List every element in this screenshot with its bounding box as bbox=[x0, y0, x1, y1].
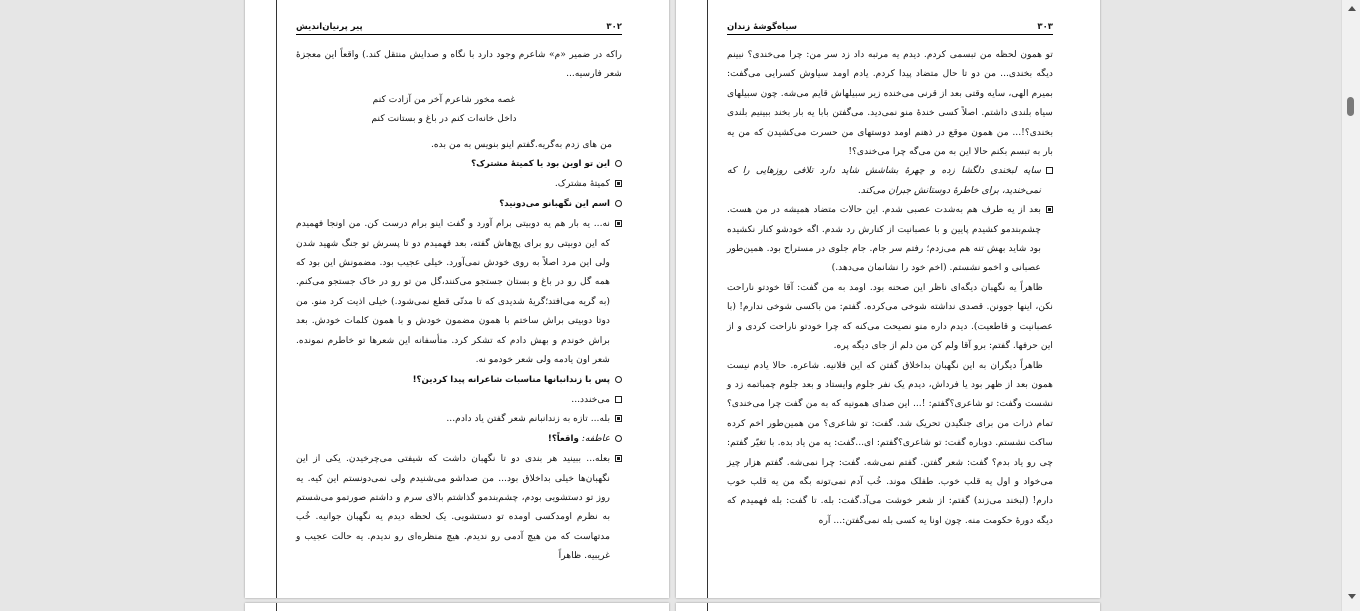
paragraph: تو همون لحظه من تبسمی کردم. دیدم یه مرتبه داد زد سر من: چرا می‌خندی؟ نبینم دیگه بخندی... من دو تا حال متضاد پیدا کردم. یادم اومد سیاوش کسرایی می‌گفت: بمیرم الهی، سایه وقتی بعد از قرنی می‌خنده زیر سبیلهاش قایم می‌شه. چون سبیلهای سیاه بلندی داشتم. اصلاً کسی خندهٔ منو نمی‌دید. می‌گفتن بابا یه بار بخند ببینیم بلندی بخندی؟!... من همون موقع در ذهنم اومد دوستهای من حسرت می‌کشیدن که من یه بار به تبسم بکنم حالا این به من می‌گه چرا می‌خندی؟! bbox=[727, 49, 1053, 158]
square-bullet-icon bbox=[615, 220, 622, 227]
scrollbar-thumb[interactable] bbox=[1347, 97, 1354, 116]
speaker-label: عاطفه: bbox=[581, 432, 610, 444]
poem-line: داخل خانه‌ات کنم در باغ و بستانت کنم bbox=[371, 113, 517, 125]
page-fold-line bbox=[707, 0, 708, 598]
circle-bullet-icon bbox=[615, 376, 622, 383]
poem-line: غصه مخور شاعرم آخر من آزادت کنم bbox=[372, 93, 516, 105]
square-bullet-icon bbox=[615, 455, 622, 462]
running-title: پیر پرنیان‌اندیش bbox=[296, 22, 363, 32]
question-text: واقعاً؟! bbox=[547, 433, 579, 444]
answer-item bbox=[296, 409, 622, 428]
paragraph: ظاهراً دیگران به این نگهبان بداخلاق گفتن که این فلانیه. شاعره. حالا یادم نیست همون بعد از ظهر بود یا فرداش، دیدم یک نفر جلوم وایستاد و بعد جلوم چمباتمه زد و نشست وگفت: تو شاعری؟گفتم: !... این صدای همونیه که به من گفت چرا می‌خندی؟ تمام ذرات من برای جنگیدن تحریک شد. گفت: تو شاعری؟ من همین‌طور اخم کرده ساکت نشستم. دوباره گفت: تو شاعری؟گفتم: ای...گفت: یه من یاد بده. با تغیّر گفتم: چی رو یاد بدم؟ گفت: شعر گفتن. گفتم نمی‌شه. گفت: چرا نمی‌شه. گفتم هزار چیز می‌خواد و اول یه قلب خوب. طفلک موند. خُب آدم نمی‌تونه بگه من یه قلب خوب دارم! (لبخند می‌زند) گفتم: از شعر خوشت می‌آد.گفت: بله. تا گفت: بله فهمیدم که دیگه دورهٔ حکومت منه. چون اونا یه کسی بله نمی‌گفتن:... آره bbox=[727, 359, 1053, 526]
vertical-scrollbar[interactable] bbox=[1341, 0, 1360, 611]
answer-item bbox=[296, 449, 622, 565]
empty-square-bullet-icon bbox=[1046, 167, 1053, 174]
circle-bullet-icon bbox=[615, 200, 622, 207]
poem bbox=[296, 90, 622, 129]
answer-item bbox=[727, 200, 1053, 278]
answer-item bbox=[296, 174, 622, 193]
question-item bbox=[296, 154, 622, 174]
page-header bbox=[296, 22, 622, 35]
empty-square-bullet-icon bbox=[615, 396, 622, 403]
answer-item bbox=[296, 390, 622, 409]
square-bullet-icon bbox=[615, 415, 622, 422]
square-bullet-icon bbox=[1046, 206, 1053, 213]
paragraph: من های زدم به‌گریه.گفتم اینو بنویس به من بده. bbox=[430, 138, 612, 150]
page-number: ۳۰۳ bbox=[1037, 22, 1053, 32]
answer-text: بله... تازه به زندانبانم شعر گفتن یاد دادم... bbox=[446, 413, 610, 425]
scroll-down-arrow-icon[interactable] bbox=[1348, 594, 1356, 599]
note-text: سایه لبخندی دلگشا زده و چهرهٔ بشاشش شاید دارد تلافی روزهایی را که نمی‌خندید، برای خاطرهٔ دوستانش جبران می‌کند. bbox=[727, 165, 1041, 196]
note-item bbox=[727, 161, 1053, 200]
page-303 bbox=[676, 0, 1100, 598]
page-fold-line bbox=[276, 0, 277, 598]
question-text: این تو اوین بود یا کمیتهٔ مشترک؟ bbox=[471, 159, 610, 170]
page-fold-line bbox=[276, 603, 277, 611]
square-bullet-icon bbox=[615, 180, 622, 187]
next-page-right bbox=[676, 603, 1100, 611]
running-title: سیاه‌گوشهٔ زندان bbox=[727, 22, 797, 32]
page-content bbox=[727, 22, 1053, 530]
paragraph: راکه در ضمیر «م» شاعرم وجود دارد با نگاه و صدایش منتقل کند.) واقعاً این معجزهٔ شعر فارسیه... bbox=[296, 49, 622, 80]
page-number: ۳۰۲ bbox=[606, 22, 622, 32]
answer-text: نه... یه بار هم یه دوبیتی برام آورد و گفت اینو برام درست کن. من اونجا فهمیدم که این دوبیتی رو برای پچ‌هاش گفته، بعد فهمیدم دو تا پسرش تو جنگ شهید شدن ولی این مرد اصلاً به روی خودش نمی‌آورد. خیلی عجیب بود. مضمونش این بود که همه گل رو در باغ و بستان جستجو می‌کنند،گل من تو رو در خاک جستجو می‌کنم. (به گریه می‌افتد؛گریهٔ شدیدی که تا مدتّی قطع نمی‌شود.) خیلی اذیت کرد منو. من دوتا دوبیتی براش ساختم با همون مضمون خودش و با همون کلمات خودش. بعد براش خوندم و بهش دادم که تشکر کرد. متأسفانه این شعرها تو خاطرم نمونده. شعر اون یادمه ولی شعر خودمو نه. bbox=[296, 218, 610, 366]
scroll-up-arrow-icon[interactable] bbox=[1348, 6, 1356, 11]
question-text: پس با زندانبانها مناسبات شاعرانه پیدا کردین؟! bbox=[412, 374, 610, 385]
page-302 bbox=[245, 0, 669, 598]
circle-bullet-icon bbox=[615, 435, 622, 442]
answer-text: کمیتهٔ مشترک. bbox=[554, 178, 610, 190]
question-item bbox=[296, 370, 622, 390]
circle-bullet-icon bbox=[615, 160, 622, 167]
next-page-left bbox=[245, 603, 669, 611]
answer-text: بعد از یه طرف هم به‌شدت عصبی شدم. این حالات متضاد همیشه در من هست. چشم‌بندمو کشیدم پایین و با عصبانیت از کنارش رد شدم. اگه خودشو کنار نکشیده بود شاید بهش تنه هم می‌زدم؛ رفتم سر جام. جام جلوی در مستراح بود. همین‌طور عصبانی و اخمو نشستم. (اخم خود را نشانمان می‌دهد.) bbox=[727, 204, 1041, 274]
answer-text: می‌خندد... bbox=[571, 393, 610, 405]
question-item bbox=[296, 429, 622, 449]
answer-item bbox=[296, 214, 622, 369]
paragraph: ظاهراً یه نگهبان دیگه‌ای ناظر این صحنه بود. اومد به من گفت: آقا خودتو ناراحت نکن، اینها جوونن. قصدی نداشته شوخی می‌کرده. گفتم: من باکسی شوخی ندارم! (با عصبانیت و قاطعیت). دیدم داره منو نصیحت می‌کنه که چرا خودتو ناراحت کردی و از این حرفها. گفتم: برو آقا ولم کن من دلم از جای دیگه پره. bbox=[727, 281, 1053, 352]
answer-text: بعله... ببینید هر بندی دو تا نگهبان داشت که شیفتی می‌چرخیدن. یکی از این نگهبان‌ها خیلی بداخلاق بود... من صداشو می‌شنیدم ولی نمی‌دونستم این کیه. یه روز تو دستشویی بودم، چشم‌بندمو گذاشتم بالای سرم و داشتم صورتمو می‌شستم به نظرم اومدکسی اومده تو دستشویی. یک لحظه دیدم یه نگهبان جوانیه. خُب مدتهاست که من هیچ آدمی رو ندیدم. هیچ منظره‌ای رو ندیدم. یه حالت عجیب و غریبیه. ظاهراً bbox=[296, 453, 610, 562]
question-item bbox=[296, 194, 622, 214]
page-content bbox=[296, 22, 622, 566]
page-fold-line bbox=[707, 603, 708, 611]
page-header bbox=[727, 22, 1053, 35]
question-text: اسم این نگهبانو می‌دونید؟ bbox=[499, 198, 610, 209]
